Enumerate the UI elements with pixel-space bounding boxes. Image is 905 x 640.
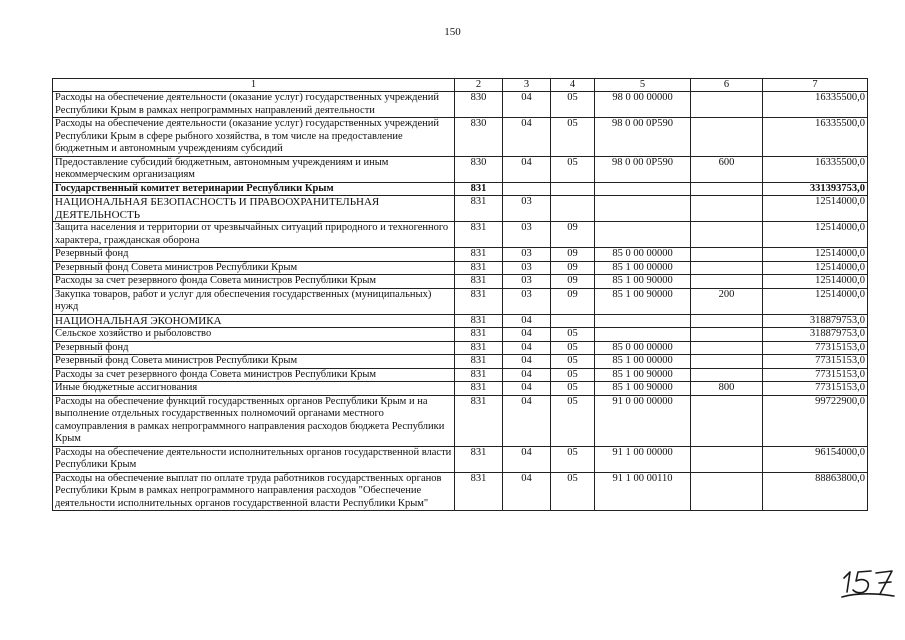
table-cell-c1: Защита населения и территории от чрезвычайных ситуаций природного и техногенного характера, гражданская оборона xyxy=(53,222,455,248)
table-cell-c6 xyxy=(691,395,763,446)
table-cell-c4: 05 xyxy=(551,395,595,446)
table-cell-c1: Предоставление субсидий бюджетным, автономным учреждениям и иным некоммерческим организациям xyxy=(53,156,455,182)
table-cell-c3: 04 xyxy=(503,472,551,511)
table-cell-c4: 05 xyxy=(551,382,595,396)
table-cell-c6 xyxy=(691,261,763,275)
table-cell-c1: Государственный комитет ветеринарии Республики Крым xyxy=(53,182,455,196)
table-cell-c1: Резервный фонд xyxy=(53,341,455,355)
table-cell-c6 xyxy=(691,368,763,382)
table-cell-c2: 830 xyxy=(455,156,503,182)
table-cell-c3: 03 xyxy=(503,275,551,289)
table-cell-c4: 05 xyxy=(551,341,595,355)
table-cell-c2: 831 xyxy=(455,446,503,472)
table-cell-c5: 85 1 00 00000 xyxy=(595,261,691,275)
table-cell-c6 xyxy=(691,92,763,118)
table-cell-c7: 12514000,0 xyxy=(763,288,868,314)
table-cell-c1: Резервный фонд xyxy=(53,248,455,262)
table-cell-c2: 831 xyxy=(455,341,503,355)
table-cell-c5: 85 1 00 00000 xyxy=(595,355,691,369)
table-cell-c7: 16335500,0 xyxy=(763,118,868,157)
table-row xyxy=(53,118,868,157)
table-cell-c6 xyxy=(691,328,763,342)
table-cell-c5: 85 0 00 00000 xyxy=(595,341,691,355)
table-cell-c7: 12514000,0 xyxy=(763,196,868,222)
table-cell-c3: 04 xyxy=(503,395,551,446)
table-cell-c4: 05 xyxy=(551,156,595,182)
table-cell-c7: 77315153,0 xyxy=(763,382,868,396)
table-cell-c3: 04 xyxy=(503,92,551,118)
table-cell-c4: 09 xyxy=(551,288,595,314)
table-row xyxy=(53,368,868,382)
table-cell-c3: 04 xyxy=(503,341,551,355)
table-cell-c5: 98 0 00 0Р590 xyxy=(595,118,691,157)
table-cell-c1: НАЦИОНАЛЬНАЯ БЕЗОПАСНОСТЬ И ПРАВООХРАНИТЕЛЬНАЯ ДЕЯТЕЛЬНОСТЬ xyxy=(53,196,455,222)
table-row xyxy=(53,261,868,275)
table-cell-c3: 04 xyxy=(503,328,551,342)
table-row xyxy=(53,156,868,182)
table-cell-c2: 831 xyxy=(455,288,503,314)
table-cell-c6 xyxy=(691,196,763,222)
table-cell-c6: 200 xyxy=(691,288,763,314)
table-cell-c7: 96154000,0 xyxy=(763,446,868,472)
table-cell-c3: 04 xyxy=(503,382,551,396)
table-cell-c1: Резервный фонд Совета министров Республики Крым xyxy=(53,261,455,275)
table-cell-c5: 85 1 00 90000 xyxy=(595,288,691,314)
table-cell-c5: 98 0 00 00000 xyxy=(595,92,691,118)
table-cell-c1: Расходы на обеспечение функций государственных органов Республики Крым и на выполнение отдельных государственных полномочий органами местного самоуправления в рамках непрограммного направления расходов бюджета Республики Крым xyxy=(53,395,455,446)
table-cell-c1: Иные бюджетные ассигнования xyxy=(53,382,455,396)
table-cell-c3: 04 xyxy=(503,118,551,157)
table-cell-c5 xyxy=(595,328,691,342)
table-cell-c1: Расходы на обеспечение деятельности (оказание услуг) государственных учреждений Республики Крым в рамках непрограммных направлений деятельности xyxy=(53,92,455,118)
table-cell-c3: 04 xyxy=(503,446,551,472)
table-cell-c7: 99722900,0 xyxy=(763,395,868,446)
table-cell-c6 xyxy=(691,341,763,355)
table-cell-c3: 04 xyxy=(503,314,551,328)
table-cell-c3: 03 xyxy=(503,288,551,314)
table-cell-c4: 05 xyxy=(551,328,595,342)
table-cell-c6 xyxy=(691,182,763,196)
table-body xyxy=(53,92,868,511)
table-cell-c5: 91 0 00 00000 xyxy=(595,395,691,446)
table-cell-c6 xyxy=(691,118,763,157)
table-cell-c3: 03 xyxy=(503,261,551,275)
table-cell-c4 xyxy=(551,196,595,222)
table-cell-c5 xyxy=(595,222,691,248)
table-row xyxy=(53,395,868,446)
table-cell-c7: 77315153,0 xyxy=(763,368,868,382)
table-row xyxy=(53,382,868,396)
table-cell-c2: 831 xyxy=(455,314,503,328)
table-cell-c2: 830 xyxy=(455,118,503,157)
table-cell-c1: Расходы за счет резервного фонда Совета министров Республики Крым xyxy=(53,368,455,382)
table-cell-c1: Расходы за счет резервного фонда Совета министров Республики Крым xyxy=(53,275,455,289)
table-cell-c2: 831 xyxy=(455,275,503,289)
table-cell-c5: 85 1 00 90000 xyxy=(595,275,691,289)
table-cell-c7: 12514000,0 xyxy=(763,248,868,262)
table-cell-c5: 85 1 00 90000 xyxy=(595,382,691,396)
table-cell-c3: 04 xyxy=(503,355,551,369)
table-row xyxy=(53,288,868,314)
table-cell-c3: 03 xyxy=(503,196,551,222)
column-header: 4 xyxy=(551,79,595,92)
table-cell-c5 xyxy=(595,196,691,222)
table-cell-c5: 91 1 00 00000 xyxy=(595,446,691,472)
table-row xyxy=(53,446,868,472)
table-cell-c7: 77315153,0 xyxy=(763,341,868,355)
column-header: 7 xyxy=(763,79,868,92)
table-cell-c6 xyxy=(691,248,763,262)
table-cell-c4: 09 xyxy=(551,261,595,275)
budget-table xyxy=(52,78,868,511)
column-header: 5 xyxy=(595,79,691,92)
table-cell-c6 xyxy=(691,314,763,328)
table-cell-c3: 03 xyxy=(503,222,551,248)
table-cell-c4: 05 xyxy=(551,446,595,472)
table-cell-c6 xyxy=(691,472,763,511)
page-number: 150 xyxy=(444,26,461,38)
table-cell-c5 xyxy=(595,182,691,196)
table-cell-c7: 16335500,0 xyxy=(763,156,868,182)
table-cell-c4 xyxy=(551,182,595,196)
table-cell-c7: 12514000,0 xyxy=(763,222,868,248)
table-cell-c7: 331393753,0 xyxy=(763,182,868,196)
handwritten-page-mark xyxy=(838,566,898,600)
table-cell-c4: 09 xyxy=(551,248,595,262)
table-cell-c7: 88863800,0 xyxy=(763,472,868,511)
table-row xyxy=(53,355,868,369)
table-cell-c3 xyxy=(503,182,551,196)
table-row xyxy=(53,248,868,262)
table-cell-c1: Закупка товаров, работ и услуг для обеспечения государственных (муниципальных) нужд xyxy=(53,288,455,314)
table-cell-c3: 04 xyxy=(503,368,551,382)
table-row xyxy=(53,328,868,342)
table-cell-c2: 831 xyxy=(455,248,503,262)
table-cell-c5: 98 0 00 0Р590 xyxy=(595,156,691,182)
table-cell-c4: 05 xyxy=(551,355,595,369)
table-cell-c2: 831 xyxy=(455,328,503,342)
table-cell-c2: 831 xyxy=(455,395,503,446)
table-cell-c6 xyxy=(691,275,763,289)
table-cell-c1: Сельское хозяйство и рыболовство xyxy=(53,328,455,342)
table-row xyxy=(53,275,868,289)
table-cell-c2: 831 xyxy=(455,222,503,248)
table-cell-c6 xyxy=(691,222,763,248)
table-cell-c7: 16335500,0 xyxy=(763,92,868,118)
table-cell-c2: 831 xyxy=(455,472,503,511)
table-cell-c6 xyxy=(691,355,763,369)
table-cell-c6 xyxy=(691,446,763,472)
table-cell-c2: 831 xyxy=(455,261,503,275)
table-cell-c7: 77315153,0 xyxy=(763,355,868,369)
table-cell-c1: Расходы на обеспечение деятельности (оказание услуг) государственных учреждений Республики Крым в сфере рыбного хозяйства, в том числе на предоставление бюджетным и автономным учреждениям субсидий xyxy=(53,118,455,157)
column-header: 2 xyxy=(455,79,503,92)
table-cell-c6: 800 xyxy=(691,382,763,396)
table-cell-c4: 05 xyxy=(551,368,595,382)
table-cell-c2: 831 xyxy=(455,196,503,222)
column-header: 1 xyxy=(53,79,455,92)
column-header: 6 xyxy=(691,79,763,92)
table-cell-c2: 831 xyxy=(455,355,503,369)
table-cell-c1: НАЦИОНАЛЬНАЯ ЭКОНОМИКА xyxy=(53,314,455,328)
table-cell-c5: 91 1 00 00110 xyxy=(595,472,691,511)
table-cell-c4: 09 xyxy=(551,275,595,289)
table-cell-c7: 318879753,0 xyxy=(763,328,868,342)
table-cell-c2: 830 xyxy=(455,92,503,118)
table-cell-c6: 600 xyxy=(691,156,763,182)
table-cell-c7: 12514000,0 xyxy=(763,275,868,289)
table-row xyxy=(53,222,868,248)
table-row xyxy=(53,314,868,328)
table-cell-c3: 03 xyxy=(503,248,551,262)
table-cell-c2: 831 xyxy=(455,182,503,196)
table-cell-c4 xyxy=(551,314,595,328)
table-cell-c2: 831 xyxy=(455,368,503,382)
table-row xyxy=(53,196,868,222)
table-cell-c7: 318879753,0 xyxy=(763,314,868,328)
table-row xyxy=(53,472,868,511)
table-cell-c5: 85 1 00 90000 xyxy=(595,368,691,382)
table-cell-c1: Расходы на обеспечение выплат по оплате труда работников государственных органов Республики Крым в рамках непрограммного направления расходов "Обеспечение деятельности исполнительных органов государственной власти Республики Крым" xyxy=(53,472,455,511)
table-cell-c4: 05 xyxy=(551,472,595,511)
table-cell-c4: 09 xyxy=(551,222,595,248)
header-row xyxy=(53,79,868,92)
table-row xyxy=(53,92,868,118)
table-cell-c2: 831 xyxy=(455,382,503,396)
table-cell-c3: 04 xyxy=(503,156,551,182)
table-cell-c1: Резервный фонд Совета министров Республики Крым xyxy=(53,355,455,369)
table-cell-c4: 05 xyxy=(551,118,595,157)
table-cell-c4: 05 xyxy=(551,92,595,118)
table-row xyxy=(53,341,868,355)
column-header: 3 xyxy=(503,79,551,92)
table-cell-c5: 85 0 00 00000 xyxy=(595,248,691,262)
table-cell-c7: 12514000,0 xyxy=(763,261,868,275)
table-row xyxy=(53,182,868,196)
table-cell-c5 xyxy=(595,314,691,328)
table-cell-c1: Расходы на обеспечение деятельности исполнительных органов государственной власти Республики Крым xyxy=(53,446,455,472)
